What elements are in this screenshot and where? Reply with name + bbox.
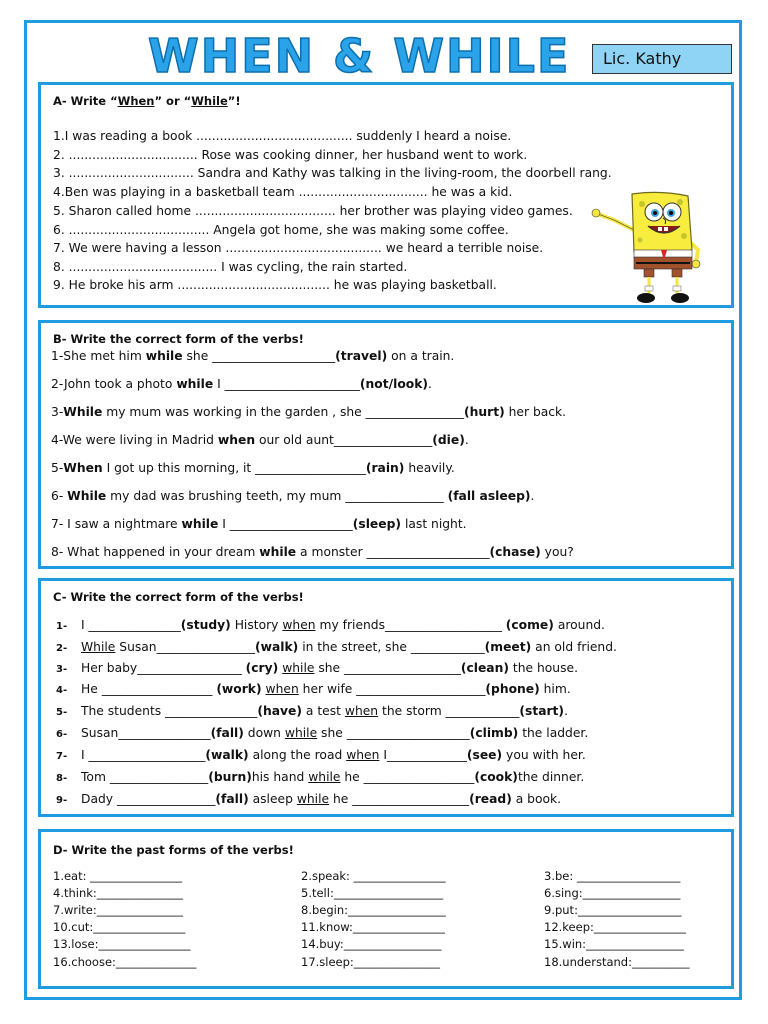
item-text: History xyxy=(230,618,283,632)
exercise-a-line: 6. .................................... Angela got home, she was making some coffee. xyxy=(53,223,509,237)
exercise-a-line: 8. ...................................... I was cycling, the rain started. xyxy=(53,260,408,274)
item-verb: (meet) xyxy=(484,640,532,654)
item-keyword: while xyxy=(176,377,214,391)
item-text: along the road xyxy=(248,748,347,762)
item-text: last night. xyxy=(401,517,467,531)
item-text: 5- xyxy=(51,461,64,475)
item-verb: (come) xyxy=(505,618,554,632)
item-number: 6- xyxy=(56,729,68,740)
exercise-c-item xyxy=(81,661,578,675)
section-d xyxy=(38,829,734,989)
item-text: the dinner. xyxy=(517,770,585,784)
item-verb: (clean) xyxy=(460,661,509,675)
item-text: 1-She met him xyxy=(51,349,146,363)
item-verb: (rain) xyxy=(365,461,405,475)
section-c xyxy=(38,578,734,817)
exercise-c-item xyxy=(81,682,571,696)
item-text: 4-We were living in Madrid xyxy=(51,433,218,447)
item-verb: (burn) xyxy=(208,770,252,784)
item-keyword: while xyxy=(259,545,297,559)
item-text: Susan________________ xyxy=(115,640,255,654)
item-text: my friends___________________ xyxy=(315,618,506,632)
verb-blank: 18.understand:__________ xyxy=(544,955,690,969)
item-number: 2- xyxy=(56,643,68,654)
verb-blank: 4.think:_______________ xyxy=(53,886,184,900)
item-keyword: while xyxy=(308,770,341,784)
item-keyword: when xyxy=(346,748,380,762)
item-verb: (walk) xyxy=(254,640,299,654)
item-keyword: while xyxy=(181,517,219,531)
section-b-heading: B- Write the correct form of the verbs! xyxy=(53,332,304,346)
author-box: Lic. Kathy xyxy=(592,44,732,74)
item-verb: (sleep) xyxy=(352,517,402,531)
item-text: The students _______________ xyxy=(81,704,258,718)
exercise-a-line: 2. ................................. Rose was cooking dinner, her husband went to work. xyxy=(53,148,528,162)
verb-blank: 1.eat: ________________ xyxy=(53,869,183,883)
item-keyword: when xyxy=(217,433,256,447)
item-text: you with her. xyxy=(502,748,586,762)
item-text: he ___________________ xyxy=(329,792,470,806)
item-text: the ladder. xyxy=(518,726,589,740)
item-number: 4- xyxy=(56,685,68,696)
item-verb: (fall asleep) xyxy=(447,489,531,503)
item-text: Tom ________________ xyxy=(81,770,209,784)
item-text: 8- What happened in your dream xyxy=(51,545,260,559)
verb-blank: 7.write:_______________ xyxy=(53,903,184,917)
verb-blank: 13.lose:________________ xyxy=(53,937,191,951)
section-b xyxy=(38,320,734,569)
item-verb: (hurt) xyxy=(464,405,505,419)
item-keyword: While xyxy=(67,489,107,503)
item-keyword: when xyxy=(344,704,379,718)
item-text: she ____________________ xyxy=(182,349,336,363)
verb-blank: 11.know:________________ xyxy=(301,920,445,934)
exercise-b-item xyxy=(51,377,432,391)
item-text: 6- xyxy=(51,489,68,503)
item-text: he __________________ xyxy=(340,770,475,784)
heading-a-while: While xyxy=(191,94,228,108)
item-text: . xyxy=(464,433,469,447)
exercise-c-item xyxy=(81,792,561,806)
item-text: my mum was working in the garden , she ________________ xyxy=(102,405,465,419)
item-text: an old friend. xyxy=(531,640,617,654)
item-text: 7- I saw a nightmare xyxy=(51,517,182,531)
verb-blank: 3.be: __________________ xyxy=(544,869,681,883)
verb-blank: 17.sleep:_______________ xyxy=(301,955,441,969)
exercise-c-item xyxy=(81,618,605,632)
section-c-heading: C- Write the correct form of the verbs! xyxy=(53,590,304,604)
exercise-c-item xyxy=(81,748,586,762)
item-text: a book. xyxy=(511,792,562,806)
verb-blank: 14.buy:_________________ xyxy=(301,937,442,951)
item-number: 1- xyxy=(56,621,68,632)
item-verb: (study) xyxy=(180,618,231,632)
exercise-a-line: 9. He broke his arm ....................................... he was playing basketball. xyxy=(53,278,497,292)
verb-blank: 6.sing:_________________ xyxy=(544,886,681,900)
item-verb: (chase) xyxy=(489,545,541,559)
item-text: . xyxy=(564,704,568,718)
item-text: our old aunt________________ xyxy=(255,433,433,447)
verb-blank: 10.cut:________________ xyxy=(53,920,186,934)
item-text: around. xyxy=(553,618,605,632)
item-text: He __________________ xyxy=(81,682,217,696)
item-verb: (walk) xyxy=(205,748,249,762)
item-keyword: While xyxy=(81,640,116,654)
item-text: down xyxy=(243,726,285,740)
spongebob-illustration xyxy=(584,190,724,312)
exercise-b-item xyxy=(51,489,534,503)
exercise-a-line: 4.Ben was playing in a basketball team ................................. he was a kid. xyxy=(53,185,513,199)
item-keyword: while xyxy=(145,349,183,363)
item-number: 5- xyxy=(56,707,68,718)
exercise-a-line: 3. ................................ Sandra and Kathy was talking in the living-room, the doorbell rang. xyxy=(53,166,612,180)
item-number: 9- xyxy=(56,795,68,806)
verb-blank: 2.speak: ________________ xyxy=(301,869,446,883)
heading-a-mid: ” or “ xyxy=(154,94,192,108)
item-verb: (phone) xyxy=(485,682,540,696)
item-keyword: while xyxy=(296,792,330,806)
item-verb: (not/look) xyxy=(359,377,429,391)
exercise-b-item xyxy=(51,461,455,475)
item-text: a test xyxy=(302,704,345,718)
item-verb: (start) xyxy=(519,704,565,718)
item-text: 2-John took a photo xyxy=(51,377,177,391)
section-a-heading xyxy=(53,94,241,108)
exercise-a-line: 7. We were having a lesson ........................................ we heard a terrible noise. xyxy=(53,241,544,255)
item-text: her back. xyxy=(504,405,567,419)
item-keyword: while xyxy=(282,661,315,675)
item-number: 3- xyxy=(56,664,68,675)
verb-blank: 15.win:_________________ xyxy=(544,937,684,951)
item-keyword: When xyxy=(63,461,103,475)
item-text: . xyxy=(530,489,535,503)
item-text: on a train. xyxy=(387,349,455,363)
item-text: I ______________________ xyxy=(213,377,360,391)
heading-a-when: When xyxy=(117,94,155,108)
item-text: a monster ____________________ xyxy=(296,545,490,559)
exercise-a-line: 5. Sharon called home .................................... her brother was playing video games. xyxy=(53,204,573,218)
heading-a-suffix: ”! xyxy=(227,94,241,108)
item-verb: (travel) xyxy=(335,349,388,363)
heading-a-prefix: A- Write “ xyxy=(53,94,118,108)
exercise-c-item xyxy=(81,640,617,654)
item-verb: (die) xyxy=(432,433,465,447)
worksheet-title: WHEN & WHILE xyxy=(148,29,571,83)
verb-blank: 16.choose:______________ xyxy=(53,955,197,969)
item-verb: (see) xyxy=(466,748,503,762)
item-number: 8- xyxy=(56,773,68,784)
item-text: she ___________________ xyxy=(314,661,461,675)
section-d-heading: D- Write the past forms of the verbs! xyxy=(53,843,294,857)
item-keyword: when xyxy=(265,682,299,696)
item-text: she ____________________ xyxy=(317,726,470,740)
item-verb: (fall) xyxy=(210,726,244,740)
item-keyword: when xyxy=(282,618,316,632)
exercise-b-item xyxy=(51,349,454,363)
item-text: in the street, she ____________ xyxy=(298,640,485,654)
item-text: I ____________________ xyxy=(218,517,353,531)
item-verb: (cook) xyxy=(474,770,518,784)
item-text: . xyxy=(428,377,432,391)
item-verb: (fall) xyxy=(215,792,249,806)
item-text: you? xyxy=(540,545,574,559)
exercise-c-item xyxy=(81,726,588,740)
item-text: Susan_______________ xyxy=(81,726,211,740)
item-text: Dady ________________ xyxy=(81,792,216,806)
exercise-c-item xyxy=(81,704,568,718)
item-text: 3- xyxy=(51,405,64,419)
exercise-a-line: 1.I was reading a book ........................................ suddenly I heard a noise. xyxy=(53,129,512,143)
item-verb: (climb) xyxy=(469,726,519,740)
item-text: I_____________ xyxy=(379,748,467,762)
item-verb: (read) xyxy=(469,792,512,806)
item-text: my dad was brushing teeth, my mum ________________ xyxy=(106,489,448,503)
exercise-b-item xyxy=(51,517,467,531)
item-text: his hand xyxy=(251,770,309,784)
item-text: Her baby_________________ xyxy=(81,661,246,675)
item-verb: (cry) xyxy=(245,661,279,675)
verb-blank: 12.keep:________________ xyxy=(544,920,686,934)
item-keyword: while xyxy=(284,726,318,740)
exercise-b-item xyxy=(51,405,566,419)
item-text: her wife _____________________ xyxy=(298,682,486,696)
item-text: I ___________________ xyxy=(81,748,206,762)
verb-blank: 8.begin:_________________ xyxy=(301,903,446,917)
item-verb: (work) xyxy=(216,682,262,696)
exercise-b-item xyxy=(51,433,469,447)
item-text: I got up this morning, it __________________ xyxy=(102,461,366,475)
item-text: heavily. xyxy=(404,461,455,475)
item-text: the house. xyxy=(508,661,578,675)
item-text: asleep xyxy=(248,792,297,806)
verb-blank: 5.tell:___________________ xyxy=(301,886,444,900)
item-text: him. xyxy=(539,682,571,696)
exercise-c-item xyxy=(81,770,584,784)
item-number: 7- xyxy=(56,751,68,762)
item-text: I _______________ xyxy=(81,618,181,632)
item-verb: (have) xyxy=(257,704,302,718)
verb-blank: 9.put:__________________ xyxy=(544,903,682,917)
item-keyword: While xyxy=(63,405,103,419)
exercise-b-item xyxy=(51,545,574,559)
item-text: the storm ____________ xyxy=(378,704,520,718)
